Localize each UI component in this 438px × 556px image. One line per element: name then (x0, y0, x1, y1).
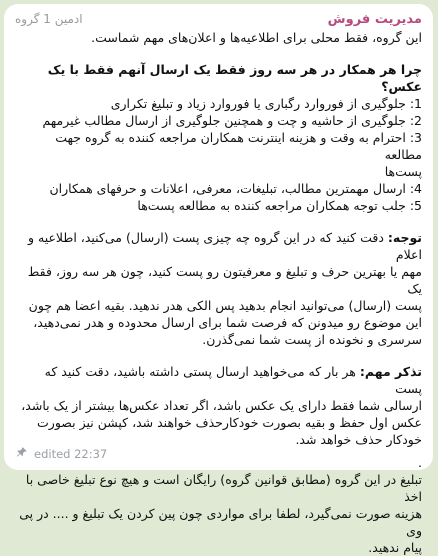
message-header (15, 12, 422, 27)
pin-icon[interactable] (15, 446, 28, 462)
final-line-2: هزینه صورت نمی‌گیرد، لطفا برای مواردی چون پین کردن یک تبلیغ و .... در پی وی (19, 506, 422, 538)
reason-line-1: 1: جلوگیری از فوروارد رگباری یا فوروارد زیاد و تبلیغ تکراری (110, 96, 422, 111)
reason-line-4: 4: ارسال مهمترین مطالب، تبلیغات، معرفی، اعلانات و حرفهای همکاران (49, 181, 422, 196)
reminder-line-2: ارسالی شما فقط دارای یک عکس باشد، اگر تعداد عکس‌ها بیشتر از یک باشد، (21, 398, 422, 413)
note-line-5: سرسری و نخونده از پست شما نمی‌گذرن. (202, 332, 422, 347)
reason-line-2: 2: جلوگیری از حاشیه و چت و همچنین جلوگیری از ارسال مطالب غیرمهم (42, 113, 422, 128)
paragraph-gap (15, 46, 422, 61)
note-label: توجه: (387, 230, 422, 245)
reminder-line-3: عکس اول حفظ و بقیه بصورت خودکارحذف خواهند شد، کپشن نیز بصورت (37, 415, 422, 430)
reminder-label: تذکر مهم: (359, 364, 422, 379)
sender-name[interactable]: مدیریت فروش (327, 12, 422, 27)
reminder-text: هر بار که می‌خواهید ارسال پستی داشته باشید، دقت کنید که پست (44, 364, 422, 396)
final-line-1: تبلیغ در این گروه (مطابق قوانین گروه) رایگان است و هیچ نوع تبلیغ خاصی با اخذ (25, 472, 422, 504)
reason-line-5: 5: جلب توجه همکاران مراجعه کننده به مطالعه پست‌ها (137, 198, 422, 213)
note-line-1 (15, 229, 422, 263)
message-text (15, 29, 422, 556)
sender-role: ادمین 1 گروه (15, 12, 83, 26)
note-line-2: مهم یا بهترین حرف و تبلیغ و معرفیتون رو پست کنید، چون هر سه روز، فقط یک (27, 264, 422, 296)
separator-dot: . (418, 455, 422, 470)
reminder-line-1 (15, 363, 422, 397)
message-status: edited 22:37 (34, 447, 108, 461)
note-line-3: پست (ارسال) می‌توانید انجام بدهید پس الکی هدر ندهید. بقیه اعضا هم چون (28, 298, 422, 313)
note-text: دقت کنید که در این گروه چه چیزی پست (ارسال) می‌کنید، اطلاعیه و اعلام (27, 230, 422, 262)
message-bubble[interactable] (4, 4, 433, 555)
paragraph-gap (15, 348, 422, 363)
reason-line-3-cont: پست‌ها (384, 164, 422, 179)
question-line: چرا هر همکار در هر سه روز فقط یک ارسال آنهم فقط با یک عکس؟ (47, 62, 422, 94)
final-line-3: پیام ندهید. (368, 540, 422, 555)
reason-line-3: 3: احترام به وقت و هزینه اینترنت همکاران مراجعه کننده به گروه جهت مطالعه (55, 130, 422, 162)
message-footer (15, 446, 107, 462)
note-line-4: این موضوع رو میدونن که فرصت شما برای ارسال محدوده و هدر نمی‌دهید، (33, 315, 422, 330)
paragraph-gap (15, 214, 422, 229)
intro-line: این گروه، فقط محلی برای اطلاعیه‌ها و اعلان‌های مهم شماست. (91, 30, 422, 45)
reminder-line-4: خودکار حذف خواهد شد. (295, 432, 422, 447)
